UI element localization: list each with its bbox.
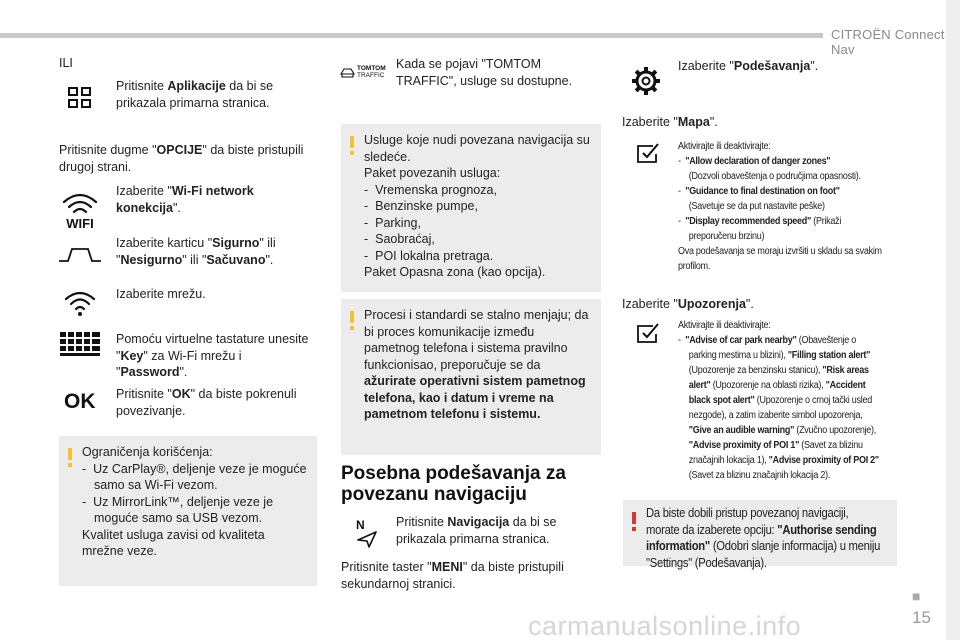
apps-grid-icon [67,86,93,110]
warning-box: Da biste dobili pristup povezanoj navigaciji, morate da izaberete opciju: "Authorise sending information" (Odobri slanje informacija) u meniju "Settings" (Podešavanja). [623,500,897,566]
tomtom-traffic-icon [340,62,390,80]
watermark: carmanualsonline.info [528,611,802,640]
map-instruction: Izaberite "Mapa". [622,115,718,129]
list-item: - "Guidance to final destination on foot" (Savetuje se da put nastavite peške) [678,186,840,212]
usage-limits-footer: Kvalitet usluga zavisi od kvaliteta mrežne veze. [82,527,265,558]
connected-services-box [341,124,601,292]
update-advice-text: Procesi i standardi se stalno menjaju; da bi proces komunikacije između pametnog telefona i sistema pravilno funkcionisao, preporučuje se da [364,308,589,372]
menu-instruction: Pritisnite taster "MENI" da biste pristupili sekundarnoj stranici. [341,560,564,591]
list-item: - POI lokalna pretraga. [364,248,494,263]
checkbox-icon [636,142,660,164]
page-number: 15 [912,608,931,627]
list-item: - Uz CarPlay®, deljenje veze je moguće samo sa Wi-Fi vezom. [82,461,307,492]
wifi-icon [58,187,102,231]
list-item: - Uz MirrorLink™, deljenje veze je moguće samo sa USB vezom. [82,494,274,525]
navigation-icon [354,518,380,548]
usage-limits-box [59,436,317,586]
page-marker: ■ [912,588,921,604]
ok-icon: OK [64,390,96,413]
section-title: Posebna podešavanja za povezanu navigaciju [341,463,566,505]
header-title: CITROËN Connect Nav [831,27,945,57]
keyboard-instruction: Pomoću virtuelne tastature unesite "Key" za Wi-Fi mrežu i "Password". [116,332,309,379]
wifi-icon-label: WIFI [66,216,94,230]
keyboard-icon [60,331,100,357]
svg-text:N: N [356,518,365,532]
list-item: - Benzinske pumpe, [364,199,478,213]
ili-label: ILI [59,56,73,70]
services-subtitle: Paket povezanih usluga: [364,166,501,180]
warning-bar-icon [632,512,636,524]
list-item: - "Display recommended speed" (Prikaži preporučenu brzinu) [678,216,842,242]
map-options-block: Aktivirajte ili deaktivirajte: - "Allow declaration of danger zones" (Dozvoli obaveštenja o područjima opasnosti). - "Guidance to final destination on foot" (Savetuje se da put nastavite peške) - "Display recommended speed" (Prikaži preporučenu brzinu) Ova podešavanja se moraju izvršiti u skladu sa svakim profilom. [678,141,882,272]
list-item: - Vremenska prognoza, [364,182,497,197]
warning-options-block: Aktivirajte ili deaktivirajte: - "Advise of car park nearby" (Obaveštenje o parking mestima u blizini), "Filling station alert" (Upozorenje za benzinsku stanicu), "Risk areas alert" (Upozorenje na oblasti rizika), "Accident black spot alert" (Upozorenje o crnoj tački usled nezgode), a zatim izaberite simbol upozorenja, "Give an audible warning" (Zvučno upozorenje), "Advise proximity of POI 1" (Savet za blizinu značajnih lokacija 1), "Advise proximity of POI 2" (Savet za blizinu značajnih lokacija 2). [678,320,879,481]
list-item: - Saobraćaj, [364,232,435,246]
network-instruction: Izaberite mrežu. [116,287,206,301]
tomtom-instruction: Kada se pojavi "TOMTOM TRAFFIC", usluge su dostupne. [396,57,573,88]
settings-instruction: Izaberite "Podešavanja". [678,59,819,73]
update-advice-box [341,299,601,455]
header-rule [0,33,823,38]
page-edge-strip [946,0,960,640]
info-bar-icon [68,448,72,460]
gear-icon [630,65,662,97]
wifi-network-icon [62,288,98,318]
list-item: - Parking, [364,215,421,230]
tab-outline-icon [58,246,102,264]
info-bar-icon [350,136,354,148]
services-footer: Paket Opasna zona (kao opcija). [364,265,546,279]
ok-instruction: Pritisnite "OK" da biste pokrenuli povezivanje. [116,387,297,418]
warnings-instruction: Izaberite "Upozorenja". [622,297,754,311]
usage-limits-title: Ograničenja korišćenja: [82,445,213,459]
wifi-instruction: Izaberite "Wi-Fi network konekcija". [116,184,254,215]
services-title: Usluge koje nudi povezana navigacija su sledeće. [364,133,590,164]
options-instruction: Pritisnite dugme "OPCIJE" da biste pristupili drugoj strani. [59,143,304,174]
svg-text:TRAFFIC: TRAFFIC [357,72,385,79]
update-advice-bold: ažurirate operativni sistem pametnog telefona, kao i datum i vreme na pametnom telefonu i sistemu. [364,374,586,421]
tab-instruction: Izaberite karticu "Sigurno" ili "Nesigurno" ili "Sačuvano". [116,236,276,267]
info-bar-icon [350,311,354,323]
navigation-instruction: Pritisnite Navigacija da bi se prikazala primarna stranica. [396,515,557,546]
svg-text:TOMTOM: TOMTOM [357,65,386,72]
checkbox-icon [636,322,660,344]
list-item: - "Allow declaration of danger zones" (Dozvoli obaveštenja o područjima opasnosti). [678,156,861,182]
apps-instruction: Pritisnite Aplikacije da bi se prikazala primarna stranica. [116,79,274,110]
